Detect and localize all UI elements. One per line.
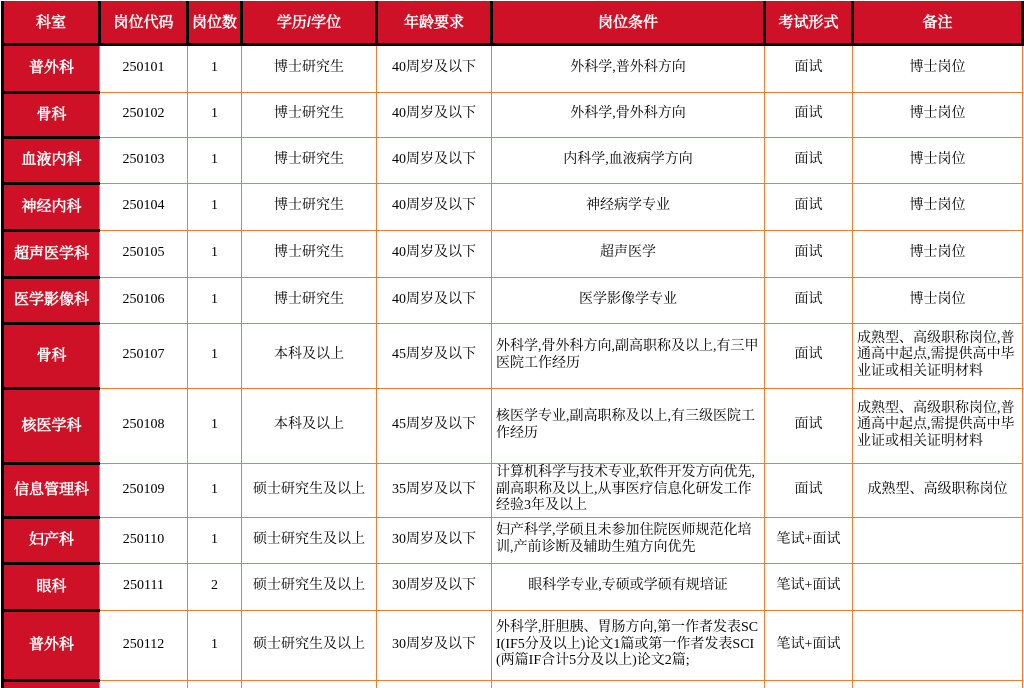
cell-exam: 面试 <box>765 388 853 463</box>
cell-code: 250109 <box>100 463 188 517</box>
cell-conditions: 外科学,肝胆胰、胃肠方向,第一作者发表SCI(IF5分及以上)论文1篇或第一作者发表SCI(两篇IF合计5分及以上)论文2篇; <box>492 610 765 680</box>
cell-code: 250103 <box>100 137 188 183</box>
partial-row-cutoff <box>3 680 1023 688</box>
cell-remarks: 博士岗位 <box>853 230 1023 277</box>
cell-age: 35周岁及以下 <box>377 463 492 517</box>
table-row <box>3 463 1023 517</box>
cell-remarks: 博士岗位 <box>853 183 1023 230</box>
column-header-exam: 考试形式 <box>765 1 853 44</box>
cell-count: 2 <box>188 563 242 610</box>
cell-remarks <box>853 517 1023 563</box>
cell-exam: 笔试+面试 <box>765 563 853 610</box>
cell-degree: 本科及以上 <box>242 323 377 388</box>
cell-dept: 血液内科 <box>3 137 100 183</box>
column-header-conditions: 岗位条件 <box>492 1 765 44</box>
cell-degree: 硕士研究生及以上 <box>242 563 377 610</box>
cell-conditions: 核医学专业,副高职称及以上,有三级医院工作经历 <box>492 388 765 463</box>
cell-conditions: 超声医学 <box>492 230 765 277</box>
cell-degree: 硕士研究生及以上 <box>242 463 377 517</box>
cell-exam: 面试 <box>765 323 853 388</box>
table-row <box>3 517 1023 563</box>
cell-conditions <box>492 680 765 688</box>
cell-dept: 医学影像科 <box>3 277 100 323</box>
cell-count: 1 <box>188 183 242 230</box>
cell-conditions: 外科学,普外科方向 <box>492 44 765 92</box>
table-row <box>3 183 1023 230</box>
header-row <box>3 1 1023 44</box>
cell-remarks: 博士岗位 <box>853 44 1023 92</box>
table-row <box>3 277 1023 323</box>
cell-count: 1 <box>188 323 242 388</box>
cell-dept: 神经内科 <box>3 183 100 230</box>
cell-count: 1 <box>188 277 242 323</box>
cell-age <box>377 680 492 688</box>
cell-remarks: 博士岗位 <box>853 277 1023 323</box>
cell-degree: 本科及以上 <box>242 388 377 463</box>
cell-remarks: 成熟型、高级职称岗位,普通高中起点,需提供高中毕业证或相关证明材料 <box>853 388 1023 463</box>
column-header-degree: 学历/学位 <box>242 1 377 44</box>
cell-code: 250102 <box>100 92 188 137</box>
cell-dept: 信息管理科 <box>3 463 100 517</box>
cell-remarks: 博士岗位 <box>853 137 1023 183</box>
cell-exam: 面试 <box>765 183 853 230</box>
positions-table <box>1 1 1024 688</box>
cell-degree: 博士研究生 <box>242 277 377 323</box>
table-row <box>3 137 1023 183</box>
cell-age: 40周岁及以下 <box>377 230 492 277</box>
table-row <box>3 323 1023 388</box>
cell-dept <box>3 680 100 688</box>
cell-conditions: 眼科学专业,专硕或学硕有规培证 <box>492 563 765 610</box>
cell-exam: 面试 <box>765 463 853 517</box>
cell-code: 250104 <box>100 183 188 230</box>
cell-code: 250110 <box>100 517 188 563</box>
cell-exam: 面试 <box>765 277 853 323</box>
cell-code: 250111 <box>100 563 188 610</box>
cell-age: 45周岁及以下 <box>377 323 492 388</box>
cell-age: 30周岁及以下 <box>377 517 492 563</box>
table-row <box>3 563 1023 610</box>
cell-count: 1 <box>188 230 242 277</box>
cell-conditions: 外科学,骨外科方向,副高职称及以上,有三甲医院工作经历 <box>492 323 765 388</box>
cell-code: 250107 <box>100 323 188 388</box>
cell-exam: 笔试+面试 <box>765 610 853 680</box>
cell-degree <box>242 680 377 688</box>
cell-dept: 核医学科 <box>3 388 100 463</box>
cell-degree: 博士研究生 <box>242 137 377 183</box>
cell-degree: 博士研究生 <box>242 44 377 92</box>
cell-remarks <box>853 610 1023 680</box>
table-row <box>3 230 1023 277</box>
cell-dept: 妇产科 <box>3 517 100 563</box>
cell-age: 45周岁及以下 <box>377 388 492 463</box>
cell-remarks <box>853 680 1023 688</box>
cell-exam: 面试 <box>765 137 853 183</box>
table-row <box>3 388 1023 463</box>
cell-degree: 博士研究生 <box>242 92 377 137</box>
cell-conditions: 计算机科学与技术专业,软件开发方向优先,副高职称及以上,从事医疗信息化研发工作经验3年及以上 <box>492 463 765 517</box>
cell-exam: 笔试+面试 <box>765 517 853 563</box>
cell-count: 1 <box>188 610 242 680</box>
table-row <box>3 610 1023 680</box>
cell-age: 30周岁及以下 <box>377 610 492 680</box>
cell-count: 1 <box>188 463 242 517</box>
cell-conditions: 妇产科学,学硕且未参加住院医师规范化培训,产前诊断及辅助生殖方向优先 <box>492 517 765 563</box>
cell-code <box>100 680 188 688</box>
column-header-remarks: 备注 <box>853 1 1023 44</box>
cell-dept: 普外科 <box>3 44 100 92</box>
cell-remarks: 成熟型、高级职称岗位,普通高中起点,需提供高中毕业证或相关证明材料 <box>853 323 1023 388</box>
cell-age: 40周岁及以下 <box>377 137 492 183</box>
table-row <box>3 44 1023 92</box>
cell-count <box>188 680 242 688</box>
cell-age: 40周岁及以下 <box>377 277 492 323</box>
cell-exam: 面试 <box>765 44 853 92</box>
cell-age: 40周岁及以下 <box>377 92 492 137</box>
cell-remarks: 博士岗位 <box>853 92 1023 137</box>
cell-remarks: 成熟型、高级职称岗位 <box>853 463 1023 517</box>
column-header-code: 岗位代码 <box>100 1 188 44</box>
table-row <box>3 92 1023 137</box>
cell-dept: 眼科 <box>3 563 100 610</box>
cell-dept: 普外科 <box>3 610 100 680</box>
cell-degree: 博士研究生 <box>242 230 377 277</box>
cell-conditions: 医学影像学专业 <box>492 277 765 323</box>
cell-count: 1 <box>188 388 242 463</box>
cell-conditions: 外科学,骨外科方向 <box>492 92 765 137</box>
cell-count: 1 <box>188 517 242 563</box>
cell-degree: 硕士研究生及以上 <box>242 517 377 563</box>
cell-code: 250106 <box>100 277 188 323</box>
cell-exam <box>765 680 853 688</box>
cell-conditions: 内科学,血液病学方向 <box>492 137 765 183</box>
cell-age: 40周岁及以下 <box>377 183 492 230</box>
cell-exam: 面试 <box>765 230 853 277</box>
cell-count: 1 <box>188 137 242 183</box>
cell-code: 250101 <box>100 44 188 92</box>
cell-exam: 面试 <box>765 92 853 137</box>
cell-dept: 超声医学科 <box>3 230 100 277</box>
cell-degree: 博士研究生 <box>242 183 377 230</box>
cell-code: 250108 <box>100 388 188 463</box>
column-header-dept: 科室 <box>3 1 100 44</box>
cell-dept: 骨科 <box>3 92 100 137</box>
cell-age: 40周岁及以下 <box>377 44 492 92</box>
cell-count: 1 <box>188 92 242 137</box>
cell-dept: 骨科 <box>3 323 100 388</box>
cell-degree: 硕士研究生及以上 <box>242 610 377 680</box>
cell-code: 250112 <box>100 610 188 680</box>
column-header-count: 岗位数 <box>188 1 242 44</box>
cell-remarks <box>853 563 1023 610</box>
cell-age: 30周岁及以下 <box>377 563 492 610</box>
column-header-age: 年龄要求 <box>377 1 492 44</box>
cell-code: 250105 <box>100 230 188 277</box>
cell-count: 1 <box>188 44 242 92</box>
table-body <box>3 44 1023 688</box>
cell-conditions: 神经病学专业 <box>492 183 765 230</box>
